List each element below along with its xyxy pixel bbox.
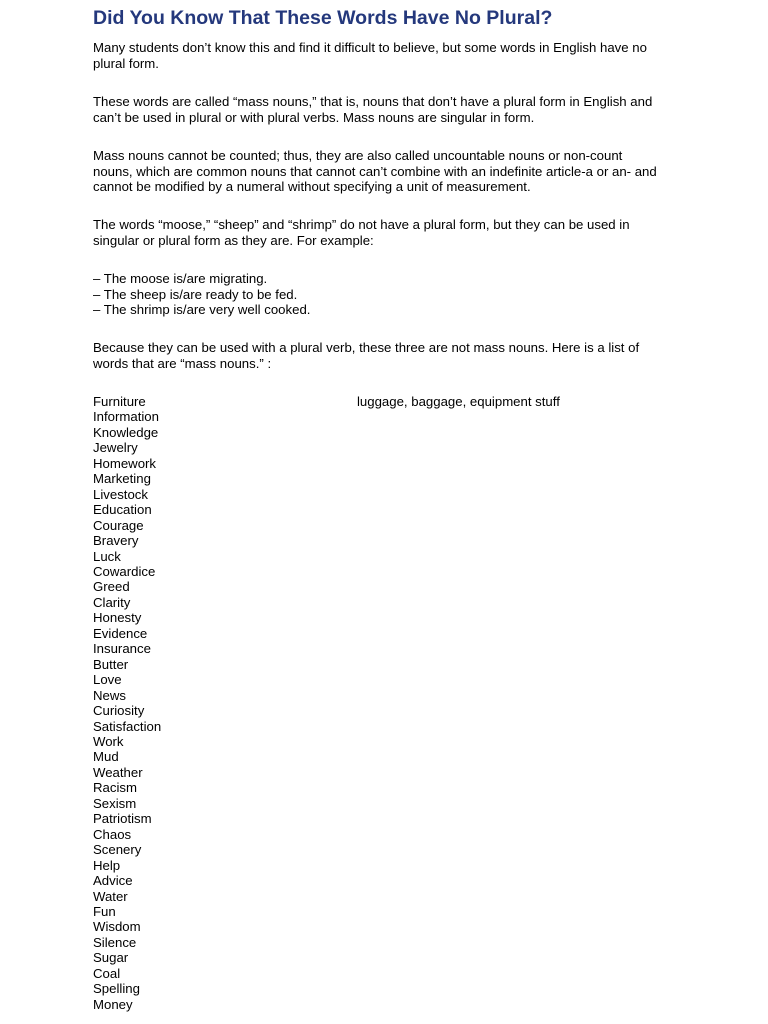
list-item: Homework bbox=[93, 455, 157, 471]
side-note: luggage, baggage, equipment stuff bbox=[357, 394, 560, 409]
list-item: Mud bbox=[93, 749, 119, 765]
list-item: Courage bbox=[93, 517, 144, 533]
exceptions-paragraph bbox=[93, 217, 683, 248]
list-item: Sexism bbox=[93, 795, 137, 811]
list-item: Butter bbox=[93, 656, 129, 672]
list-item: Knowledge bbox=[93, 424, 159, 440]
list-item: Clarity bbox=[93, 594, 131, 610]
list-item: Marketing bbox=[93, 471, 151, 487]
example-item: – The sheep is/are ready to be fed. bbox=[93, 286, 298, 302]
list-item: Furniture bbox=[93, 394, 146, 409]
list-item: Patriotism bbox=[93, 811, 152, 827]
list-item: Coal bbox=[93, 965, 121, 981]
list-item: Satisfaction bbox=[93, 718, 162, 734]
list-item: Honesty bbox=[93, 610, 142, 626]
list-intro-line: Because they can be used with a plural verb, these three are not mass nouns. Here is a list of bbox=[93, 340, 640, 355]
list-intro-paragraph bbox=[93, 340, 683, 371]
list-item: Weather bbox=[93, 764, 143, 780]
list-item: Money bbox=[93, 996, 133, 1012]
list-item: Curiosity bbox=[93, 703, 145, 719]
list-item: Silence bbox=[93, 934, 137, 950]
list-item: Spelling bbox=[93, 981, 140, 997]
uncountable-paragraph bbox=[93, 148, 683, 195]
list-item: Sugar bbox=[93, 950, 129, 966]
list-item: Work bbox=[93, 733, 124, 749]
list-item: Information bbox=[93, 409, 159, 425]
intro-paragraph bbox=[93, 40, 683, 71]
mass-noun-list bbox=[93, 394, 161, 1012]
definition-paragraph bbox=[93, 94, 683, 125]
list-item: Water bbox=[93, 888, 128, 904]
list-intro-line: words that are “mass nouns.” : bbox=[93, 355, 272, 371]
definition-line: can’t be used in plural or with plural verbs. Mass nouns are singular in form. bbox=[93, 109, 535, 125]
uncountable-line: Mass nouns cannot be counted; thus, they are also called uncountable nouns or non-count bbox=[93, 148, 623, 163]
list-item: Livestock bbox=[93, 486, 148, 502]
list-item: Wisdom bbox=[93, 919, 141, 935]
list-item: Chaos bbox=[93, 826, 132, 842]
intro-line: plural form. bbox=[93, 55, 159, 71]
page-title: Did You Know That These Words Have No Plural? bbox=[93, 7, 553, 29]
examples-list bbox=[93, 271, 683, 318]
list-item: Insurance bbox=[93, 641, 151, 657]
example-item: – The moose is/are migrating. bbox=[93, 271, 268, 286]
list-item: Love bbox=[93, 672, 122, 688]
uncountable-line: nouns, which are common nouns that cannot can’t combine with an indefinite article-a or an- and bbox=[93, 163, 657, 179]
list-item: Scenery bbox=[93, 842, 142, 858]
exceptions-line: The words “moose,” “sheep” and “shrimp” do not have a plural form, but they can be used in bbox=[93, 217, 630, 232]
uncountable-line: cannot be modified by a numeral without specifying a unit of measurement. bbox=[93, 179, 531, 194]
list-item: Bravery bbox=[93, 533, 139, 549]
list-item: News bbox=[93, 687, 126, 703]
list-item: Help bbox=[93, 857, 121, 873]
list-item: Cowardice bbox=[93, 563, 156, 579]
example-item: – The shrimp is/are very well cooked. bbox=[93, 302, 311, 317]
list-item: Greed bbox=[93, 579, 130, 595]
list-item: Education bbox=[93, 502, 152, 518]
list-item: Racism bbox=[93, 780, 137, 796]
list-item: Luck bbox=[93, 548, 121, 564]
list-item: Fun bbox=[93, 903, 116, 919]
list-item: Evidence bbox=[93, 625, 148, 641]
list-item: Jewelry bbox=[93, 440, 138, 456]
definition-line: These words are called “mass nouns,” that is, nouns that don’t have a plural form in English and bbox=[93, 94, 653, 109]
intro-line: Many students don’t know this and find it difficult to believe, but some words in English have no bbox=[93, 40, 647, 55]
exceptions-line: singular or plural form as they are. For example: bbox=[93, 232, 374, 248]
list-item: Advice bbox=[93, 873, 133, 889]
